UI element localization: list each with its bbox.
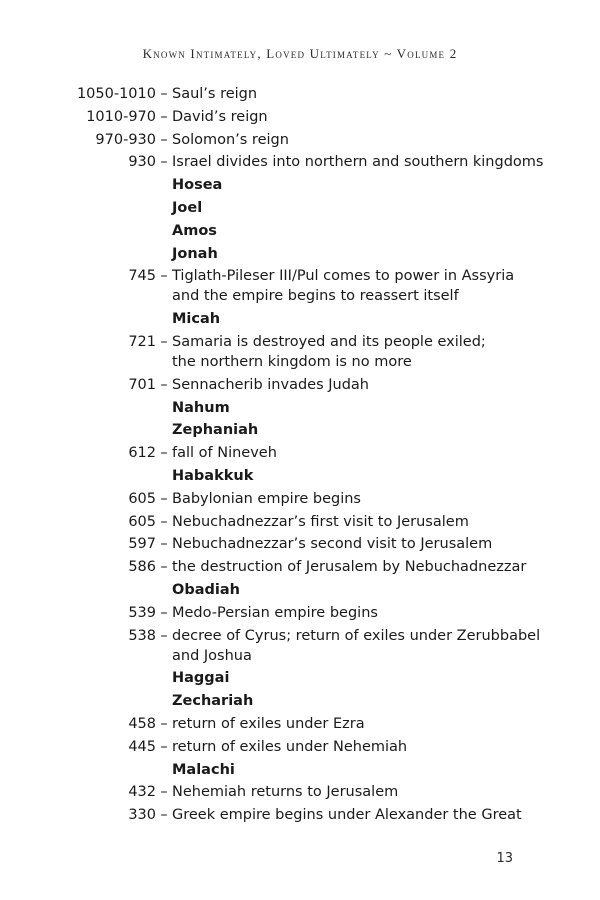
description-line: decree of Cyrus; return of exiles under Zerubbabel <box>172 627 541 644</box>
entry-description <box>172 534 502 554</box>
timeline-entry <box>0 557 600 577</box>
en-dash: – <box>160 376 168 393</box>
entry-date: 612 <box>128 445 156 462</box>
description-line: Nebuchadnezzar’s first visit to Jerusalem <box>172 513 469 530</box>
entry-description <box>172 84 502 104</box>
entry-description <box>172 152 544 172</box>
description-line: return of exiles under Ezra <box>172 715 365 732</box>
description-line: Samaria is destroyed and its people exiled; <box>172 333 486 350</box>
timeline-entry <box>0 107 600 127</box>
entry-description <box>172 332 502 372</box>
description-line: the destruction of Jerusalem by Nebuchadnezzar <box>172 559 527 576</box>
entry-description <box>172 130 502 150</box>
running-head: Known Intimately, Loved Ultimately ~ Volume 2 <box>142 46 458 61</box>
timeline-entry <box>0 782 600 802</box>
description-line: Tiglath-Pileser III/Pul comes to power in Assyria <box>172 268 515 285</box>
prophet-heading: Micah <box>172 311 221 328</box>
prophet-heading: Haggai <box>172 670 230 687</box>
timeline-entry <box>0 130 600 150</box>
timeline-entry <box>0 266 600 306</box>
entry-date: 597 <box>128 536 156 553</box>
description-line: fall of Nineveh <box>172 445 277 462</box>
entry-description <box>172 782 502 802</box>
timeline-entry <box>0 443 600 463</box>
description-line: Saul’s reign <box>172 86 258 102</box>
en-dash: – <box>160 513 168 530</box>
prophet-heading: Zechariah <box>172 693 254 710</box>
en-dash: – <box>160 131 168 148</box>
prophet-heading: Obadiah <box>172 581 240 598</box>
timeline-entry <box>0 626 600 666</box>
page-number: 13 <box>496 851 513 866</box>
description-line: Nebuchadnezzar’s second visit to Jerusalem <box>172 536 493 553</box>
entry-description <box>172 603 502 623</box>
prophet-heading: Joel <box>172 199 203 216</box>
timeline-entry <box>0 84 600 104</box>
entry-description <box>172 626 541 666</box>
description-line: Israel divides into northern and southern kingdoms <box>172 154 544 171</box>
entry-description <box>172 805 522 825</box>
en-dash: – <box>160 627 168 644</box>
prophet-heading: Malachi <box>172 761 235 778</box>
entry-date: 701 <box>128 376 156 393</box>
en-dash: – <box>160 154 168 171</box>
entry-date: 458 <box>128 715 156 732</box>
entry-date: 721 <box>128 333 156 350</box>
entry-date: 605 <box>128 490 156 507</box>
en-dash: – <box>160 86 168 102</box>
entry-date: 538 <box>128 627 156 644</box>
description-line: Sennacherib invades Judah <box>172 376 369 393</box>
en-dash: – <box>160 784 168 801</box>
prophet-heading: Nahum <box>172 399 230 416</box>
en-dash: – <box>160 268 168 285</box>
description-line: Greek empire begins under Alexander the Great <box>172 807 522 824</box>
entry-date: 745 <box>128 268 156 285</box>
timeline-entry <box>0 534 600 554</box>
en-dash: – <box>160 333 168 350</box>
entry-date: 432 <box>128 784 156 801</box>
description-line: and the empire begins to reassert itself <box>172 288 459 305</box>
entry-date: 930 <box>128 154 156 171</box>
description-line: and Joshua <box>172 647 252 664</box>
timeline-entry <box>0 512 600 532</box>
prophet-heading: Zephaniah <box>172 422 259 439</box>
timeline-entry <box>0 714 600 734</box>
entry-description <box>172 107 502 127</box>
description-line: Nehemiah returns to Jerusalem <box>172 784 399 801</box>
timeline-entry <box>0 489 600 509</box>
description-line: Medo-Persian empire begins <box>172 604 378 621</box>
entry-description <box>172 512 502 532</box>
timeline-entry <box>0 332 600 372</box>
entry-description <box>172 557 527 577</box>
entry-description <box>172 489 502 509</box>
entry-date: 586 <box>128 559 156 576</box>
en-dash: – <box>160 604 168 621</box>
description-line: return of exiles under Nehemiah <box>172 738 408 755</box>
en-dash: – <box>160 490 168 507</box>
entry-date: 445 <box>128 738 156 755</box>
timeline-entry <box>0 152 600 172</box>
en-dash: – <box>160 108 168 125</box>
entry-description <box>172 737 502 757</box>
timeline-entry <box>0 603 600 623</box>
description-line: Solomon’s reign <box>172 131 289 148</box>
en-dash: – <box>160 559 168 576</box>
timeline <box>0 84 600 828</box>
prophet-heading: Amos <box>172 222 217 239</box>
entry-date: 605 <box>128 513 156 530</box>
entry-date: 1010-970 <box>86 108 156 125</box>
timeline-entry <box>0 737 600 757</box>
entry-description <box>172 375 502 395</box>
entry-description <box>172 266 515 306</box>
en-dash: – <box>160 807 168 824</box>
description-line: Babylonian empire begins <box>172 490 361 507</box>
entry-date: 970-930 <box>95 131 156 148</box>
description-line: the northern kingdom is no more <box>172 353 412 370</box>
prophet-heading: Hosea <box>172 177 223 194</box>
prophet-heading: Jonah <box>172 245 218 262</box>
timeline-entry <box>0 375 600 395</box>
prophet-heading: Habakkuk <box>172 467 254 484</box>
en-dash: – <box>160 536 168 553</box>
description-line: David’s reign <box>172 108 268 125</box>
entry-date: 539 <box>128 604 156 621</box>
timeline-entry <box>0 805 600 825</box>
entry-description <box>172 714 502 734</box>
en-dash: – <box>160 738 168 755</box>
en-dash: – <box>160 715 168 732</box>
entry-date: 330 <box>128 807 156 824</box>
en-dash: – <box>160 445 168 462</box>
entry-date: 1050-1010 <box>76 86 156 102</box>
entry-description <box>172 443 502 463</box>
